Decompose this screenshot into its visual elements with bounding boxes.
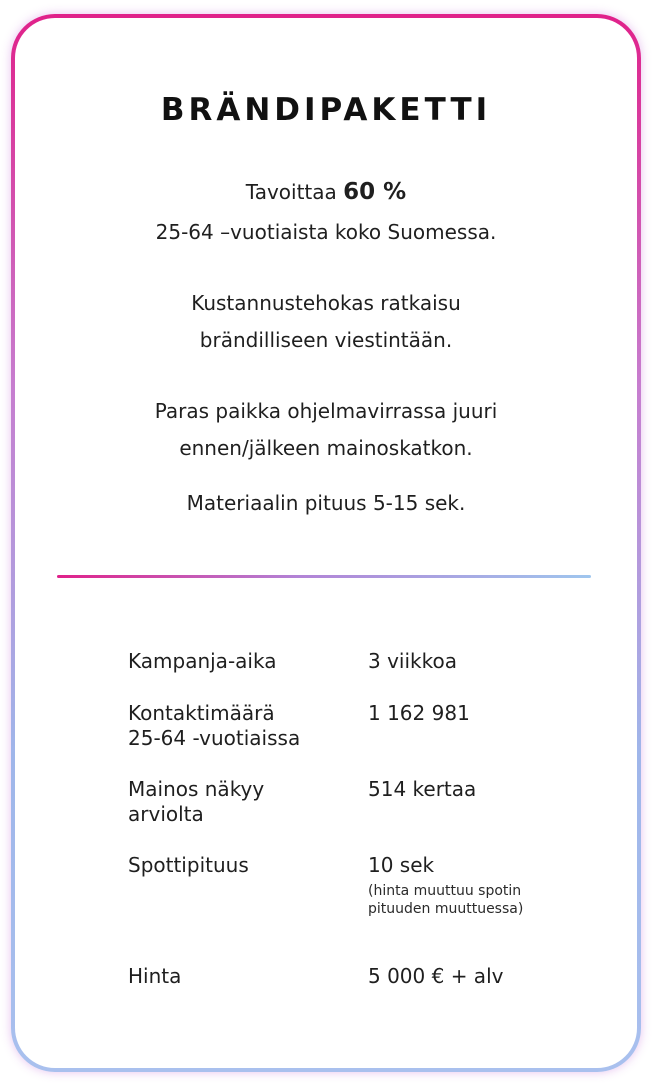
detail-note: pituuden muuttuessa) xyxy=(368,901,524,917)
detail-label: Kontaktimäärä xyxy=(128,701,275,725)
reach-value: 60 % xyxy=(343,179,407,205)
detail-label: Mainos näkyy xyxy=(128,777,265,801)
placement-line-2: ennen/jälkeen mainoskatkon. xyxy=(179,436,473,460)
detail-label-sub: arviolta xyxy=(128,802,204,826)
package-title: BRÄNDIPAKETTI xyxy=(160,92,492,128)
material-length: Materiaalin pituus 5-15 sek. xyxy=(186,491,466,515)
detail-label: Spottipituus xyxy=(128,853,249,877)
detail-label: Kampanja-aika xyxy=(128,649,277,673)
detail-value: 10 sek xyxy=(368,853,435,877)
benefit-line-1: Kustannustehokas ratkaisu xyxy=(191,291,461,315)
detail-label-sub: 25-64 -vuotiaissa xyxy=(128,726,301,750)
placement-line-1: Paras paikka ohjelmavirrassa juuri xyxy=(154,399,498,423)
detail-label: Hinta xyxy=(128,964,182,988)
detail-value: 514 kertaa xyxy=(368,777,477,801)
detail-value: 1 162 981 xyxy=(368,701,470,725)
price-value: 5 000 € + alv xyxy=(368,964,504,988)
reach-line xyxy=(0,174,652,211)
reach-prefix: Tavoittaa xyxy=(245,180,344,204)
reach-suffix: 25-64 –vuotiaista koko Suomessa. xyxy=(155,220,497,244)
detail-note: (hinta muuttuu spotin xyxy=(368,883,522,899)
section-divider xyxy=(57,575,591,578)
benefit-line-2: brändilliseen viestintään. xyxy=(199,328,453,352)
detail-value: 3 viikkoa xyxy=(368,649,457,673)
